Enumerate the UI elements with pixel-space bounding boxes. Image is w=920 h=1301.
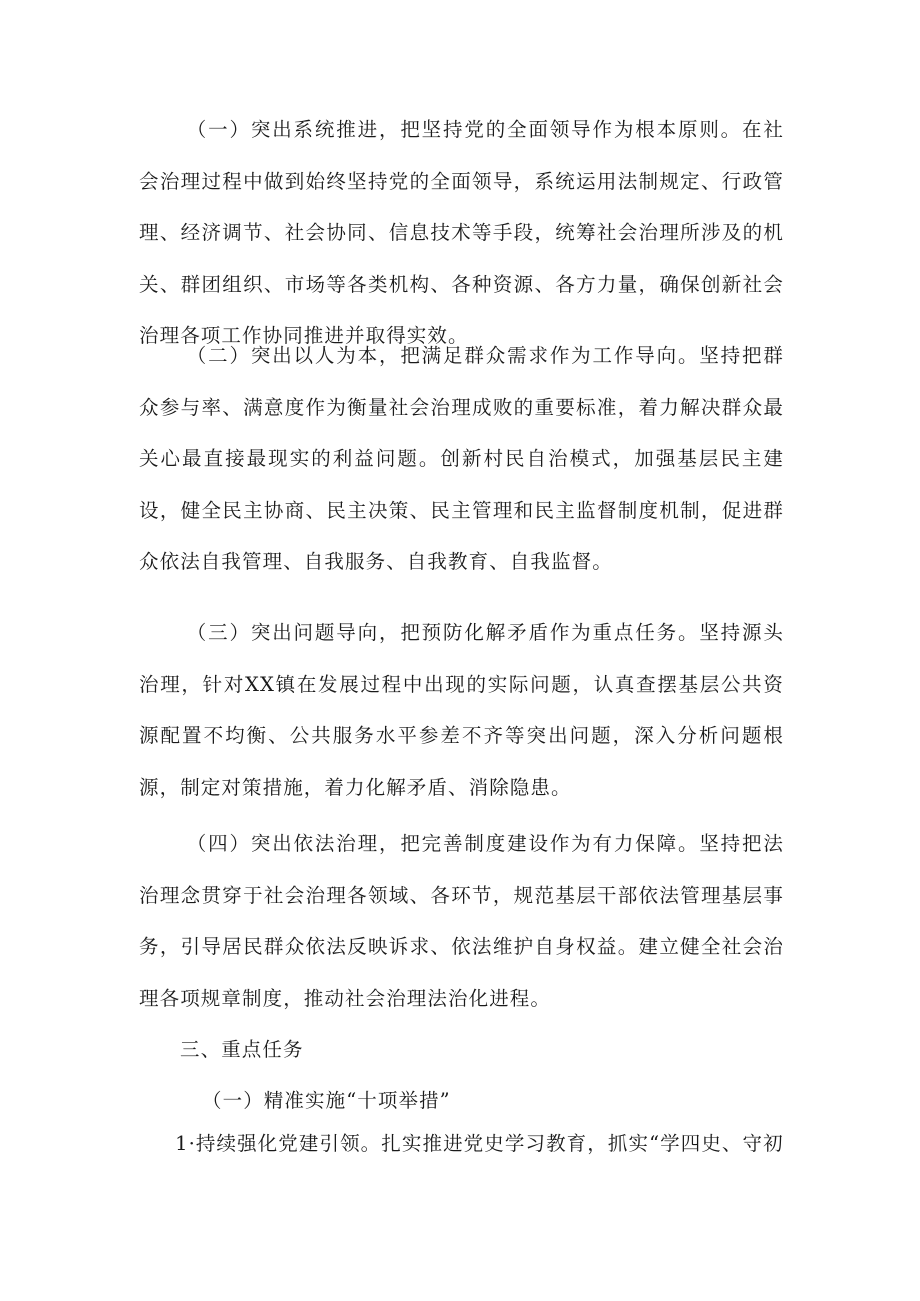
section-heading: 三、重点任务	[180, 1038, 304, 1061]
paragraph-5: 1·持续强化党建引领。扎实推进党史学习教育，抓实“学四史、守初	[175, 1132, 784, 1155]
paragraph-3: （三）突出问题导向，把预防化解矛盾作为重点任务。坚持源头治理，针对XX镇在发展过程中出现的实际问题，认真查摆基层公共资源配置不均衡、公共服务水平参差不齐等突出问题，深入分析问题根源，制定对策措施，着力化解矛盾、消除隐患。	[139, 621, 784, 799]
paragraph-2: （二）突出以人为本，把满足群众需求作为工作导向。坚持把群众参与率、满意度作为衡量社会治理成败的重要标准，着力解决群众最关心最直接最现实的利益问题。创新村民自治模式，加强基层民主建设，健全民主协商、民主决策、民主管理和民主监督制度机制，促进群众依法自我管理、自我服务、自我教育、自我监督。	[139, 344, 784, 573]
paragraph-4: （四）突出依法治理，把完善制度建设作为有力保障。坚持把法治理念贯穿于社会治理各领域、各环节，规范基层干部依法管理基层事务，引导居民群众依法反映诉求、依法维护自身权益。建立健全社会治理各项规章制度，推动社会治理法治化进程。	[139, 832, 784, 1010]
paragraph-1: （一）突出系统推进，把坚持党的全面领导作为根本原则。在社会治理过程中做到始终坚持党的全面领导，系统运用法制规定、行政管理、经济调节、社会协同、信息技术等手段，统筹社会治理所涉及的机关、群团组织、市场等各类机构、各种资源、各方力量，确保创新社会治理各项工作协同推进并取得实效。	[139, 118, 784, 347]
subsection-heading: （一）精准实施“十项举措”	[202, 1089, 451, 1112]
